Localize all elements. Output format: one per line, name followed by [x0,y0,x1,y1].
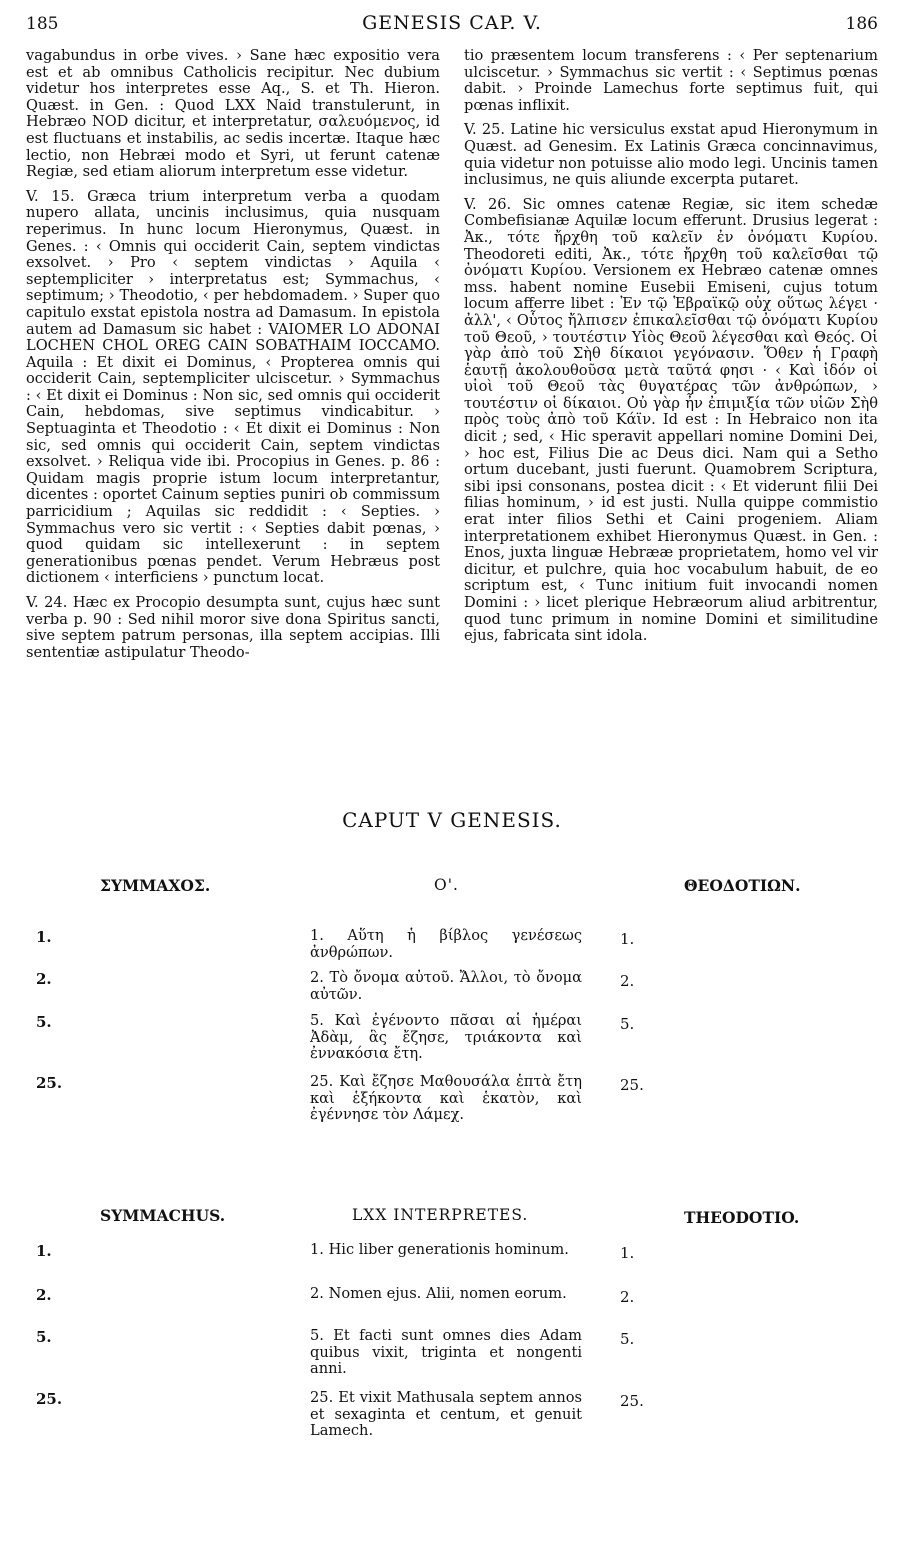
left-paragraph-2: V. 15. Græca trium interpretum verba a quodam nupero allata, uncinis inclusimus, quia nusquam reperimus. In hunc locum Hieronymus, Quæst. in Genes. : ‹ Omnis qui occiderit Cain, septem vindictas exsolvet. › Pro ‹ septem vindictas › Aquila ‹ septempliciter › interpretatus est; Symmachus, ‹ septimum; › Theodotio, ‹ per hebdomadem. › Super quo capitulo exstat epistola nostra ad Damasum. In epistola autem ad Damasum sic habet : VAIOMER LO ADONAI LOCHEN CHOL OREG CAIN SOBATHAIM IOCCAMO. Aquila : Et dixit ei Dominus, ‹ Propterea omnis qui occiderit Cain, septempliciter ulciscetur. › Symmachus : ‹ Et dixit ei Dominus : Non sic, sed omnis qui occiderit Cain, hebdomas, sive septimus vindicabitur. › Septuaginta et Theodotio : ‹ Et dixit ei Dominus : Non sic, sed omnis qui occiderit Cain, septem vindictas exsolvet. › Reliqua vide ibi. Procopius in Genes. p. 86 : Quidam magis proprie istum locum interpretantur, dicentes : oportet Cainum septies puniri ob commissum parricidium ; Aquilas sic reddidit : ‹ Septies. › Symmachus vero sic vertit : ‹ Septies dabit pœnas, › quod quidam sic intellexerunt : in septem generationibus pœnas pendet. Verum Hebræus post dictionem ‹ interficiens › punctum locat. [26,187,440,587]
greek-row-right-num: 2. [620,972,635,990]
latin-row-right-num: 5. [620,1330,635,1348]
page-number-left: 185 [26,14,59,34]
section-title: CAPUT V GENESIS. [342,808,562,832]
greek-row-right-num: 25. [620,1076,644,1094]
running-header [26,8,878,38]
right-paragraph-2: V. 25. Latine hic versiculus exstat apud Hieronymum in Quæst. ad Genesim. Ex Latinis Græca concinnavimus, quia videtur non potuisse alio modo legi. Uncinis tamen inclusimus, ne quis aliunde excerpta putaret. [464,121,878,189]
greek-row-left-num: 5. [36,1013,52,1031]
left-paragraph-1: vagabundus in orbe vives. › Sane hæc expositio vera est et ab omnibus Catholicis recipitur. Nec dubium videtur hos interpretes esse Aq., S. et Th. Hieron. Quæst. in Gen. : Quod LXX Naid transtulerunt, in Hebræo NOD dicitur, et interpretatur, σαλευόμενος, id est fluctuans et instabilis, ac sedis incertæ. Itaque hæc lectio, non Hebræi modo et Syri, ut ferunt catenæ Regiæ, sed etiam aliorum interpretum esse videtur. [26,47,440,181]
latin-row-left-num: 2. [36,1286,52,1304]
latin-row-text: 2. Nomen ejus. Alii, nomen eorum. [310,1285,567,1302]
greek-row-text: 1. Αὕτη ἡ βίβλος γενέσεως ἀνθρώπων. [310,927,582,961]
latin-row-right-num: 1. [620,1244,635,1262]
latin-row-left-num: 5. [36,1328,52,1346]
right-paragraph-1: tio præsentem locum transferens : ‹ Per septenarium ulciscetur. › Symmachus sic vertit : ‹ Septimus pœnas dabit. › Proinde Lamechus forte septimus fuit, qui pœnas inflixit. [464,47,878,114]
page-number-right: 186 [845,14,878,34]
left-paragraph-3: V. 24. Hæc ex Procopio desumpta sunt, cujus hæc sunt verba p. 90 : Sed nihil moror sive dona Spiritus sancti, sive septem patrum personas, illa septem accipias. Illi sententiæ astipulatur Theodo- [26,594,440,661]
latin-row-left-num: 1. [36,1242,52,1260]
greek-row-right-num: 5. [620,1015,635,1033]
greek-header-theodotion: ΘΕΟΔΟΤΙΩΝ. [684,876,801,895]
right-paragraph-3: V. 26. Sic omnes catenæ Regiæ, sic item schedæ Combefisianæ Aquilæ locum efferunt. Drusius legerat : Ἀκ., τότε ἤρχθη τοῦ καλεῖν ἐν ὀνόματι Κυρίου. Theodoreti editi, Ἀκ., τότε ἤρχθη τοῦ καλεῖσθαι τῷ ὀνόματι Κυρίου. Versionem ex Hebræo catenæ omnes mss. habent nomine Eusebii Emiseni, cujus totum locum afferre libet : Ἐν τῷ Ἑβραϊκῷ οὐχ οὕτως λέγει · ἀλλ', ‹ Οὗτος ἤλπισεν ἐπικαλεῖσθαι τῷ ὀνόματι Κυρίου τοῦ Θεοῦ, › τουτέστιν Υἱὸς Θεοῦ λέγεσθαι καὶ Θεός. Οἱ γὰρ ἀπὸ τοῦ Σὴθ δίκαιοι γεγόνασιν. Ὅθεν ἡ Γραφὴ ἑαυτῇ ἀκολουθοῦσα μετὰ ταῦτά φησι · ‹ Καὶ ἰδόν οἱ υἱοὶ τοῦ Θεοῦ τὰς θυγατέρας τῶν ἀνθρώπων, › τουτέστιν οἱ δίκαιοι. Οὐ γὰρ ἦν ἐπιμιξία τῶν υἱῶν Σὴθ πρὸς τοὺς ἀπὸ τοῦ Κάϊν. Id est : In Hebraico non ita dicit ; sed, ‹ Hic speravit appellari nomine Domini Dei, › hoc est, Filius Die ac Deus dici. Nam qui a Setho ortum ducebant, justi fuerunt. Quamobrem Scriptura, sibi ipsi consonans, postea dicit : ‹ Et viderunt filii Dei filias hominum, › id est justi. Nulla quippe commistio erat inter filios Sethi et Caini progeniem. Aliam interpretationem exhibet Hieronymus Quæst. in Gen. : Enos, juxta linguæ Hebrææ proprietatem, homo vel vir dicitur, et pulchre, quia hoc vocabulum habuit, de eo scriptum est, ‹ Tunc initium fuit invocandi nomen Domini : › licet plerique Hebræorum aliud arbitrentur, quod tunc primum in nomine Domini et similitudine ejus, fabricata sint idola. [464,195,878,645]
latin-row-text: 5. Et facti sunt omnes dies Adam quibus vixit, triginta et nongenti anni. [310,1327,582,1378]
greek-row-left-num: 1. [36,928,52,946]
greek-row-text: 5. Καὶ ἐγένοντο πᾶσαι αἱ ἡμέραι Ἀδὰμ, ἃς ἔζησε, τριάκοντα καὶ ἐννακόσια ἔτη. [310,1012,582,1063]
latin-row-right-num: 25. [620,1392,644,1410]
latin-header-theodotion: THEODOTIO. [684,1208,800,1227]
latin-row-text: 25. Et vixit Mathusala septem annos et sexaginta et centum, et genuit Lamech. [310,1389,582,1440]
greek-row-text: 2. Τὸ ὄνομα αὐτοῦ. Ἄλλοι, τὸ ὄνομα αὐτῶν. [310,969,582,1003]
greek-row-left-num: 2. [36,970,52,988]
latin-row-text: 1. Hic liber generationis hominum. [310,1241,569,1258]
latin-row-left-num: 25. [36,1390,63,1408]
latin-row-right-num: 2. [620,1288,635,1306]
running-title: GENESIS CAP. V. [362,12,542,34]
greek-header-septuagint: Ο'. [434,876,459,894]
latin-header-symmachus: SYMMACHUS. [100,1206,226,1225]
greek-row-text: 25. Καὶ ἔζησε Μαθουσάλα ἑπτὰ ἔτη καὶ ἑξήκοντα καὶ ἑκατὸν, καὶ ἐγέννησε τὸν Λάμεχ. [310,1073,582,1124]
greek-row-left-num: 25. [36,1074,63,1092]
latin-header-septuagint: LXX INTERPRETES. [352,1206,529,1224]
right-column [464,48,878,653]
greek-header-symmachus: ΣΥΜΜΑΧΟΣ. [100,876,211,895]
greek-row-right-num: 1. [620,930,635,948]
left-column [26,48,440,669]
